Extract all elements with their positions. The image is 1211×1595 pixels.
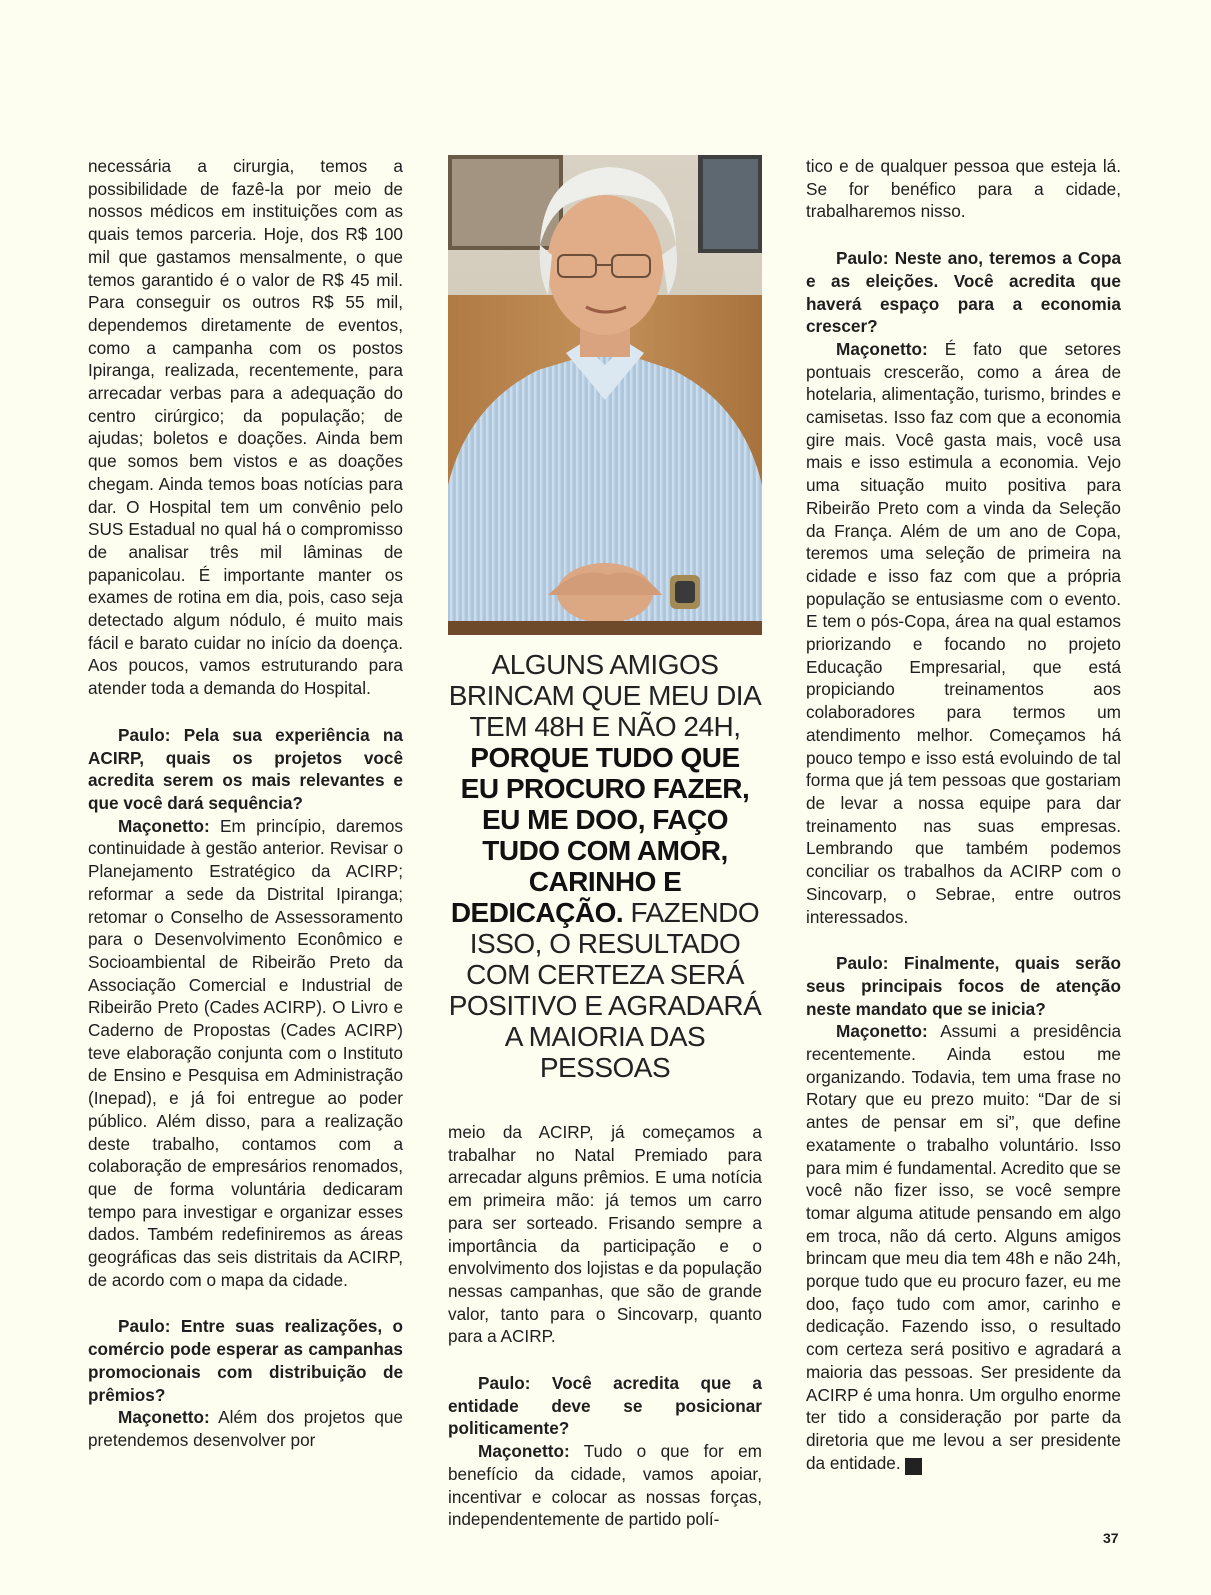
speaker-label: Maçonetto:	[118, 1407, 210, 1428]
pull-quote-lead: ALGUNS AMIGOS BRINCAM QUE MEU DIA TEM 48H E NÃO 24H,	[448, 649, 762, 742]
answer-text: É fato que setores pontuais crescerão, como a área de hotelaria, alimentação, turismo, brindes e camisetas. Isso faz com que a economia gire mais. Você gasta mais, você usa mais e isso estimula a economia. Vejo uma situação muito positiva para Ribeirão Preto com a vinda da Seleção da França. Além de um ano de Copa, teremos uma seleção de primeira na cidade e isso faz com que a própria população se entusiasme com o evento. E tem o pós-Copa, área na qual estamos priorizando e focando no projeto Educação Empresarial, que está propiciando treinamentos aos colaboradores para termos um atendimento melhor. Começamos há pouco tempo e isso está evoluindo de tal forma que já tem pessoas que gostariam de levar a nossa equipe para dar treinamento nas suas empresas. Lembrando que também podemos conciliar os trabalhos da ACIRP com o Sincovarp, o Sebrae, entre outros interessados.	[806, 338, 1122, 927]
speaker-label: Maçonetto:	[836, 338, 928, 359]
portrait-photo	[448, 155, 762, 635]
pull-quote-highlight: PORQUE TUDO QUE EU PROCURO FAZER, EU ME DOO, FAÇO TUDO COM AMOR, CARINHO E DEDICAÇÃO.	[450, 742, 750, 928]
answer	[88, 815, 403, 1292]
answer-text: Além dos projetos que pretendemos desenvolver por	[88, 1407, 403, 1450]
question: Paulo: Pela sua experiência na ACIRP, quais os projetos você acredita serem os mais relevantes e que você dará sequência?	[88, 724, 403, 813]
answer	[806, 338, 1121, 928]
column-middle	[448, 155, 762, 1531]
paragraph: tico e de qualquer pessoa que esteja lá. Se for benéfico para a cidade, trabalharemos nisso.	[806, 156, 1121, 222]
question: Paulo: Neste ano, teremos a Copa e as eleições. Você acredita que haverá espaço para a economia crescer?	[806, 248, 1121, 337]
question: Paulo: Você acredita que a entidade deve se posicionar politicamente?	[448, 1373, 762, 1439]
question: Paulo: Entre suas realizações, o comércio pode esperar as campanhas promocionais com distribuição de prêmios?	[88, 1316, 403, 1405]
answer-text: Tudo o que for em benefício da cidade, vamos apoiar, incentivar e colocar as nossas forças, independentemente de partido polí-	[448, 1441, 762, 1530]
page-number: 37	[1103, 1530, 1119, 1546]
paragraph: necessária a cirurgia, temos a possibilidade de fazê-la por meio de nossos médicos em instituições com as quais temos parceria. Hoje, dos R$ 100 mil que gastamos mensalmente, o que temos garantido é o valor de R$ 45 mil. Para conseguir os outros R$ 55 mil, dependemos diretamente de eventos, como a campanha com os postos Ipiranga, realizada, recentemente, para arrecadar verbas para a adequação do centro cirúrgico; da população; de ajudas; boletos e doações. Ainda bem que somos bem vistos e as doações chegam. Ainda temos boas notícias para dar. O Hospital tem um convênio pelo SUS Estadual no qual há o compromisso de analisar três mil lâminas de papanicolau. É importante manter os exames de rotina em dia, pois, caso seja detectado algum nódulo, é muito mais fácil e barato cuidar no início da doença. Aos poucos, vamos estruturando para atender toda a demanda do Hospital.	[88, 156, 403, 699]
answer-text: Assumi a presidência recentemente. Ainda estou me organizando. Todavia, tem uma frase no Rotary que eu prezo muito: “Dar de si antes de pensar em si”, que define exatamente o trabalho voluntário. Isso para mim é fundamental. Acredito que se você não fizer isso, se você sempre tomar alguma atitude pensando em algo em troca, não dá certo. Alguns amigos brincam que meu dia tem 48h e não 24h, porque tudo que eu procuro fazer, eu me doo, faço tudo com amor, carinho e dedicação. Fazendo isso, o resultado com certeza será positivo e agradará a maioria das pessoas. Ser presidente da ACIRP é uma honra. Um orgulho enorme ter tido a consideração por parte da diretoria que me levou a ser presidente da entidade.	[806, 1021, 1122, 1473]
answer	[88, 1406, 403, 1451]
end-of-article-icon: r	[905, 1458, 922, 1475]
answer	[806, 1020, 1121, 1474]
answer-text: Em princípio, daremos continuidade à gestão anterior. Revisar o Planejamento Estratégico da ACIRP; reformar a sede da Distrital Ipiranga; retomar o Conselho de Assessoramento para o Desenvolvimento Econômico e Socioambiental de Ribeirão Preto da Associação Comercial e Industrial de Ribeirão Preto (Cades ACIRP). O Livro e Caderno de Propostas (Cades ACIRP) teve elaboração conjunta com o Instituto de Ensino e Pesquisa em Administração (Inepad), e já foi entregue ao poder público. Além disso, para a realização deste trabalho, contamos com a colaboração de empresários renomados, que de forma voluntária dedicaram tempo para investigar e organizar esses dados. Também redefiniremos as áreas geográficas das seis distritais da ACIRP, de acordo com o mapa da cidade.	[88, 815, 403, 1290]
pull-quote	[448, 649, 762, 1083]
speaker-label: Maçonetto:	[836, 1021, 928, 1042]
column-right	[806, 155, 1121, 1475]
answer	[448, 1440, 762, 1531]
speaker-label: Maçonetto:	[478, 1441, 570, 1462]
column-left	[88, 155, 403, 1452]
question: Paulo: Finalmente, quais serão seus principais focos de atenção neste mandato que se inicia?	[806, 953, 1121, 1019]
paragraph: meio da ACIRP, já começamos a trabalhar no Natal Premiado para arrecadar alguns prêmios. E uma notícia em primeira mão: já temos um carro para ser sorteado. Frisando sempre a importância da participação e o envolvimento dos lojistas e da população nessas campanhas, que são de grande valor, tanto para o Sincovarp, quanto para a ACIRP.	[448, 1122, 762, 1347]
speaker-label: Maçonetto:	[118, 815, 210, 836]
pull-quote-tail: FAZENDO ISSO, O RESULTADO COM CERTEZA SERÁ POSITIVO E AGRADARÁ A MAIORIA DAS PESSOAS	[448, 897, 762, 1083]
